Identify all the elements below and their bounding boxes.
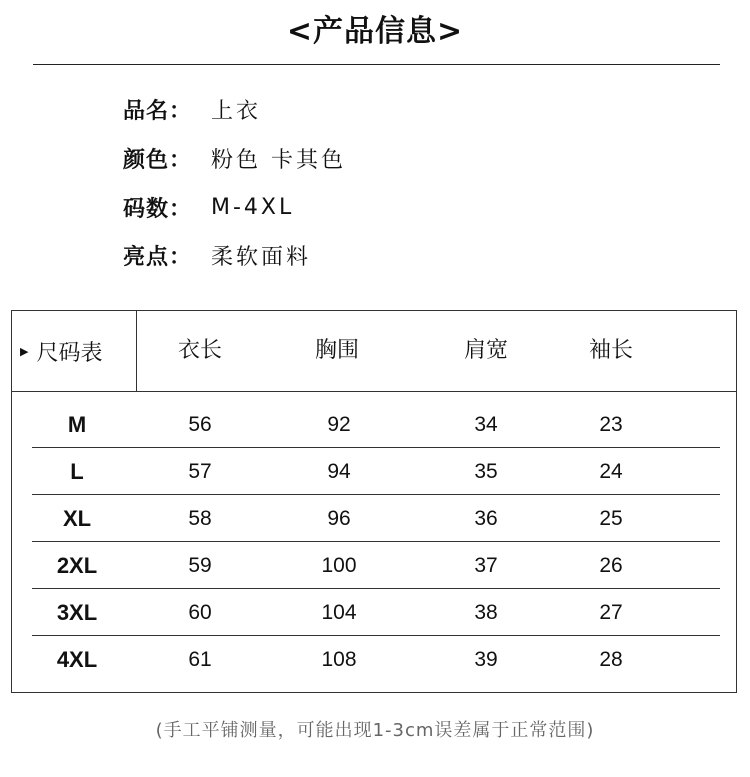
column-header: 衣长 — [177, 338, 222, 363]
value-cell: 59 — [188, 554, 212, 577]
value-cell: 38 — [474, 601, 498, 624]
size-cell: M — [67, 412, 87, 437]
size-cell: 4XL — [56, 647, 98, 672]
table-row — [12, 495, 736, 542]
value-cell: 27 — [599, 601, 623, 624]
value-cell: 96 — [327, 507, 351, 530]
title-divider — [33, 64, 720, 65]
value-cell: 60 — [188, 601, 212, 624]
info-label: 码数： — [123, 196, 193, 222]
table-row — [12, 636, 736, 683]
info-value: 粉色 卡其色 — [211, 147, 346, 173]
table-row — [12, 448, 736, 495]
value-cell: 39 — [474, 648, 498, 671]
header-corner — [12, 311, 137, 391]
value-cell: 94 — [327, 460, 351, 483]
value-cell: 57 — [188, 460, 212, 483]
value-cell: 61 — [188, 648, 212, 671]
size-cell: 2XL — [56, 553, 98, 578]
value-cell: 104 — [321, 601, 357, 624]
table-header — [12, 311, 736, 392]
size-chart-table — [11, 310, 737, 693]
value-cell: 100 — [321, 554, 357, 577]
table-row — [12, 589, 736, 636]
value-cell: 58 — [188, 507, 212, 530]
table-row — [12, 542, 736, 589]
value-cell: 28 — [599, 648, 623, 671]
info-row-color — [123, 143, 346, 173]
info-row-name — [123, 94, 261, 124]
table-row — [12, 401, 736, 448]
info-row-sizes — [123, 192, 294, 222]
value-cell: 24 — [599, 460, 623, 483]
value-cell: 36 — [474, 507, 498, 530]
triangle-bullet-icon: ▶ — [20, 344, 29, 358]
value-cell: 26 — [599, 554, 623, 577]
info-value: M-4XL — [211, 194, 295, 220]
info-label: 颜色： — [123, 147, 193, 173]
value-cell: 37 — [474, 554, 498, 577]
column-header: 胸围 — [314, 338, 359, 363]
info-label: 亮点： — [123, 244, 193, 270]
size-cell: 3XL — [56, 600, 98, 625]
size-cell: L — [70, 459, 84, 484]
value-cell: 56 — [188, 413, 212, 436]
info-row-highlight — [123, 240, 311, 270]
info-value: 上衣 — [211, 98, 262, 124]
value-cell: 25 — [599, 507, 623, 530]
value-cell: 92 — [327, 413, 351, 436]
measurement-note: (手工平铺测量，可能出现1-3cm误差属于正常范围) — [155, 720, 595, 741]
info-label: 品名： — [123, 98, 193, 124]
info-value: 柔软面料 — [211, 244, 312, 270]
value-cell: 23 — [599, 413, 623, 436]
size-cell: XL — [62, 506, 92, 531]
value-cell: 35 — [474, 460, 498, 483]
corner-label: 尺码表 — [36, 340, 103, 366]
column-header: 肩宽 — [463, 338, 508, 363]
value-cell: 34 — [474, 413, 498, 436]
value-cell: 108 — [321, 648, 357, 671]
column-header: 袖长 — [588, 338, 633, 363]
page-title: <产品信息> — [286, 14, 464, 49]
